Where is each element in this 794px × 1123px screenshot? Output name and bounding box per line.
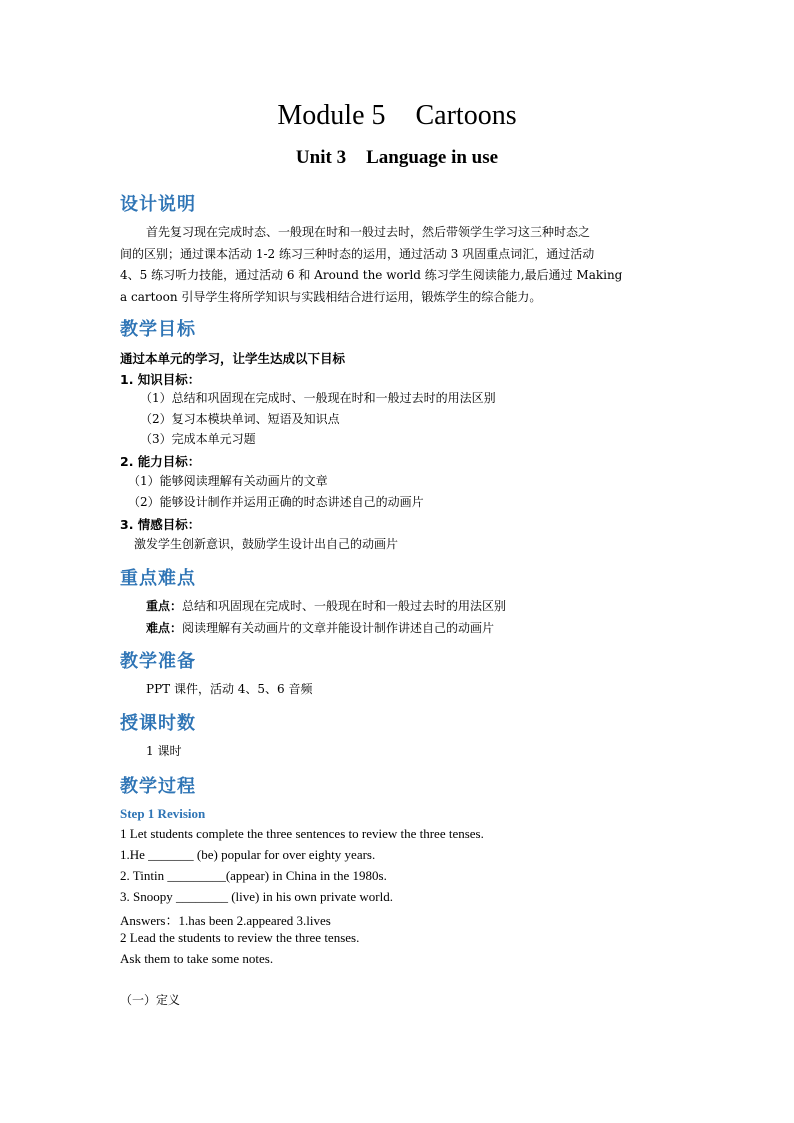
process-line-3: 2. Tintin _________(appear) in China in the 1980s. [120, 868, 387, 883]
design-heading: 设计说明 [120, 194, 196, 215]
knowledge-item-1: （1）总结和巩固现在完成时、一般现在时和一般过去时的用法区别 [140, 391, 496, 405]
key-point-line [146, 596, 506, 616]
preparation-heading: 教学准备 [120, 651, 196, 672]
module-label: Module 5 [277, 100, 386, 131]
section-definition: （一）定义 [120, 993, 181, 1007]
difficult-point-label: 难点： [146, 621, 183, 635]
page-title [0, 100, 794, 132]
emotion-item-1: 激发学生创新意识，鼓励学生设计出自己的动画片 [134, 537, 399, 551]
unit-label: Unit 3 [295, 147, 347, 168]
process-heading: 教学过程 [120, 776, 196, 797]
knowledge-item-2: （2）复习本模块单词、短语及知识点 [140, 412, 340, 426]
step1-heading: Step 1 Revision [120, 806, 206, 821]
preparation-text: PPT 课件，活动 4、5、6 音频 [146, 682, 313, 696]
knowledge-item-3: （3）完成本单元习题 [140, 432, 256, 446]
emotion-label: 3. 情感目标： [120, 517, 201, 532]
process-line-2: 1.He _______ (be) popular for over eighty years. [120, 847, 376, 862]
design-line-2: 间的区别；通过课本活动 1-2 练习三种时态的运用，通过活动 3 巩固重点词汇，通过活动 [120, 247, 595, 261]
process-line-6: 2 Lead the students to review the three tenses. [120, 930, 360, 945]
ability-label: 2. 能力目标： [120, 454, 201, 469]
key-points-heading: 重点难点 [120, 568, 196, 589]
design-line-3: 4、5 练习听力技能，通过活动 6 和 Around the world 练习学生阅读能力,最后通过 Making [120, 268, 623, 282]
process-line-1: 1 Let students complete the three sentences to review the three tenses. [120, 826, 484, 841]
hours-heading: 授课时数 [120, 713, 196, 734]
hours-text: 1 课时 [146, 744, 182, 758]
ability-item-1: （1）能够阅读理解有关动画片的文章 [128, 474, 328, 488]
key-point-text: 总结和巩固现在完成时、一般现在时和一般过去时的用法区别 [182, 599, 507, 613]
design-line-4: a cartoon 引导学生将所学知识与实践相结合进行运用，锻炼学生的综合能力。 [120, 290, 542, 304]
knowledge-label: 1. 知识目标： [120, 372, 201, 387]
ability-item-2: （2）能够设计制作并运用正确的时态讲述自己的动画片 [128, 495, 424, 509]
page-subtitle [0, 147, 794, 169]
objectives-heading: 教学目标 [120, 319, 196, 340]
module-name: Cartoons [415, 100, 517, 131]
objectives-intro: 通过本单元的学习，让学生达成以下目标 [120, 351, 346, 366]
difficult-point-text: 阅读理解有关动画片的文章并能设计制作讲述自己的动画片 [182, 621, 495, 635]
key-point-label: 重点： [146, 599, 183, 613]
design-line-1: 首先复习现在完成时态、一般现在时和一般过去时，然后带领学生学习这三种时态之 [146, 225, 591, 239]
difficult-point-line [146, 618, 494, 638]
process-line-5: Answers：1.has been 2.appeared 3.lives [120, 913, 331, 928]
unit-name: Language in use [366, 147, 499, 168]
process-line-7: Ask them to take some notes. [120, 951, 274, 966]
process-line-4: 3. Snoopy ________ (live) in his own private world. [120, 889, 393, 904]
